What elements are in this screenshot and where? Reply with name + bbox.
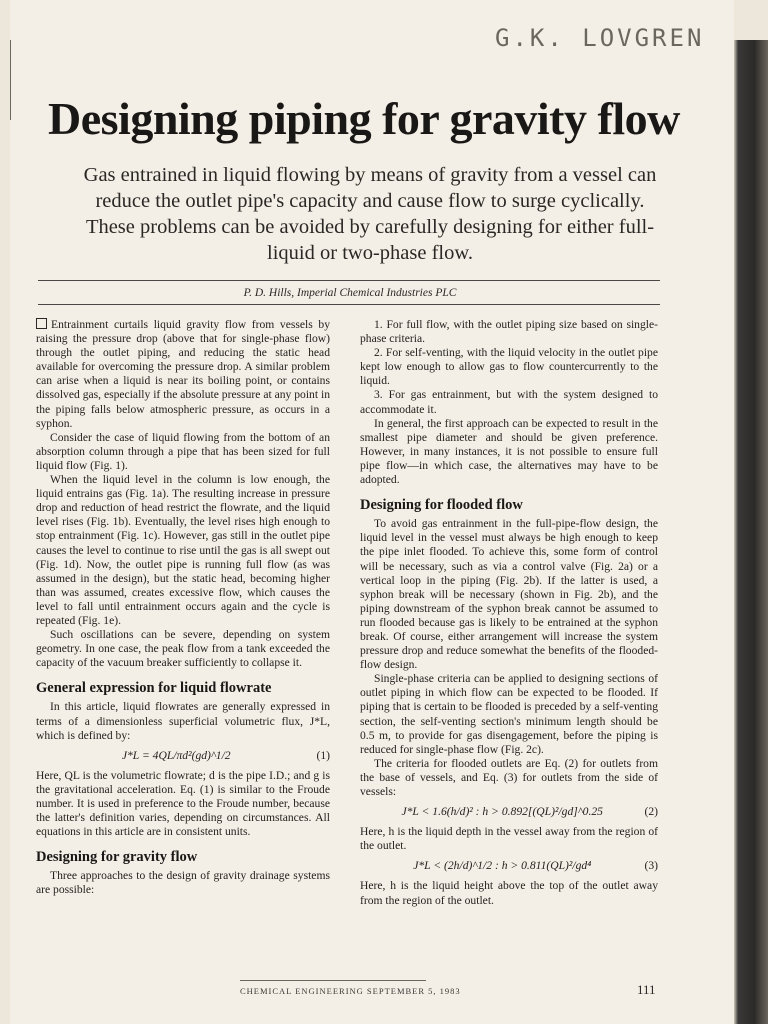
column-right [360, 318, 658, 908]
article-title: Designing piping for gravity flow [48, 93, 680, 144]
paragraph: Single-phase criteria can be applied to designing sections of outlet piping in which flow can be expected to be flooded. If piping that is certain to be flooded is preceded by a self-venting section, the self-venting section's minimum length should be 0.5 m, to provide for gas disengagement, before the piping is reduced for single-phase flow (Fig. 2c). [360, 672, 658, 756]
list-item: 1. For full flow, with the outlet piping size based on single-phase criteria. [360, 318, 658, 346]
footer-journal: CHEMICAL ENGINEERING SEPTEMBER 5, 1983 [240, 986, 461, 996]
section-heading: General expression for liquid flowrate [36, 680, 272, 697]
article-deck: Gas entrained in liquid flowing by means of gravity from a vessel can reduce the outlet pipe's capacity and cause flow to surge cyclically. These problems can be avoided by carefully designing for either full-liquid or two-phase flow. [83, 164, 657, 264]
list-item: 3. For gas entrainment, but with the system designed to accommodate it. [360, 388, 658, 416]
paragraph: To avoid gas entrainment in the full-pipe-flow design, the liquid level in the vessel must always be high enough to keep the pipe inlet flooded. To achieve this, some form of control will be necessary, such as via a control valve (Fig. 2a) or a vertical loop in the piping (Fig. 2b). If the latter is used, a syphon break will be necessary (shown in Fig. 2b), and the piping downstream of the syphon break cannot be assumed to run flooded because gas is likely to be entrained at the syphon break. Of course, either arrangement will increase the system pressure drop and reduce somewhat the benefits of the flooded-flow design. [360, 517, 658, 672]
section-heading: Designing for gravity flow [36, 849, 198, 866]
section-box-icon [36, 318, 47, 329]
top-rule [38, 280, 660, 281]
column-left [36, 318, 330, 898]
paragraph: Here, QL is the volumetric flowrate; d is the pipe I.D.; and g is the gravitational acceleration. Eq. (1) is similar to the Froude number. It is used in preference to the Froude number, because the latter's definition varies, depending on circumstances. All equations in this article are in consistent units. [36, 768, 330, 839]
paragraph: Here, h is the liquid height above the top of the outlet away from the region of the outlet. [360, 879, 658, 907]
bottom-rule [38, 304, 660, 305]
paragraph: When the liquid level in the column is low enough, the liquid entrains gas (Fig. 1a). The resulting increase in pressure drop and reduction of head restrict the flowrate, and the liquid level rises (Fig. 1b). Eventually, the level rises high enough to stop entrainment (Fig. 1c). However, gas still in the outlet pipe causes the level to continue to rise until the gas is all swept out (Fig. 1d). Now, the outlet pipe is running full flow (as was assumed in the design), but the static head, becoming higher than was assumed, creates excessive flow, which causes the level to fall until entrainment occurs again and the cycle is repeated (Fig. 1e). [36, 473, 330, 627]
equation-1: J*L = 4QL/πd²(gd)^1/2 (1) [121, 748, 330, 762]
section-heading: Designing for flooded flow [360, 497, 523, 514]
paragraph: In general, the first approach can be expected to result in the smallest pipe diameter and should be given preference. However, in many instances, it is not possible to ensure full pipe flow—in which case, the alternatives may have to be adopted. [360, 416, 658, 487]
paragraph: The criteria for flooded outlets are Eq. (2) for outlets from the base of vessels, and Eq. (3) for outlets from the side of vessels: [360, 756, 658, 798]
name-stamp: G.K. LOVGREN [495, 24, 705, 52]
list-item: 2. For self-venting, with the liquid velocity in the outlet pipe kept low enough to allow gas to flow countercurrently to the liquid. [360, 346, 658, 388]
equation-3: J*L < (2h/d)^1/2 : h > 0.811(QL)²/gd⁴ (3) [413, 859, 658, 873]
paragraph: Entrainment curtails liquid gravity flow from vessels by raising the pressure drop (above that for single-phase flow) through the outlet piping, and reducing the static head available for overcoming the pressure drop. A similar problem can arise when a liquid is near its boiling point, or contains dissolved gas, especially if the absolute pressure at any point in the piping falls below atmospheric pressure, as occurs in a syphon. [36, 318, 330, 430]
margin-mark [10, 40, 11, 120]
footer-rule [240, 980, 426, 981]
paragraph: In this article, liquid flowrates are generally expressed in terms of a dimensionless superficial volumetric flux, J*L, which is defined by: [36, 700, 330, 742]
paragraph: Consider the case of liquid flowing from the bottom of an absorption column through a pipe that has been sized for full liquid flow (Fig. 1). [36, 430, 330, 472]
page-edge-shadow [734, 40, 768, 1024]
paragraph: Such oscillations can be severe, depending on system geometry. In one case, the peak flow from a tank exceeded the capacity of the vacuum breaker sufficiently to collapse it. [36, 628, 330, 670]
paragraph: Here, h is the liquid depth in the vessel away from the region of the outlet. [360, 825, 658, 853]
paragraph: Three approaches to the design of gravity drainage systems are possible: [36, 869, 330, 897]
equation-2: J*L < 1.6(h/d)² : h > 0.892[(QL)²/gd]^0.25 (2) [401, 805, 658, 819]
byline: P. D. Hills, Imperial Chemical Industries PLC [243, 287, 457, 299]
page-number: 111 [637, 982, 656, 997]
